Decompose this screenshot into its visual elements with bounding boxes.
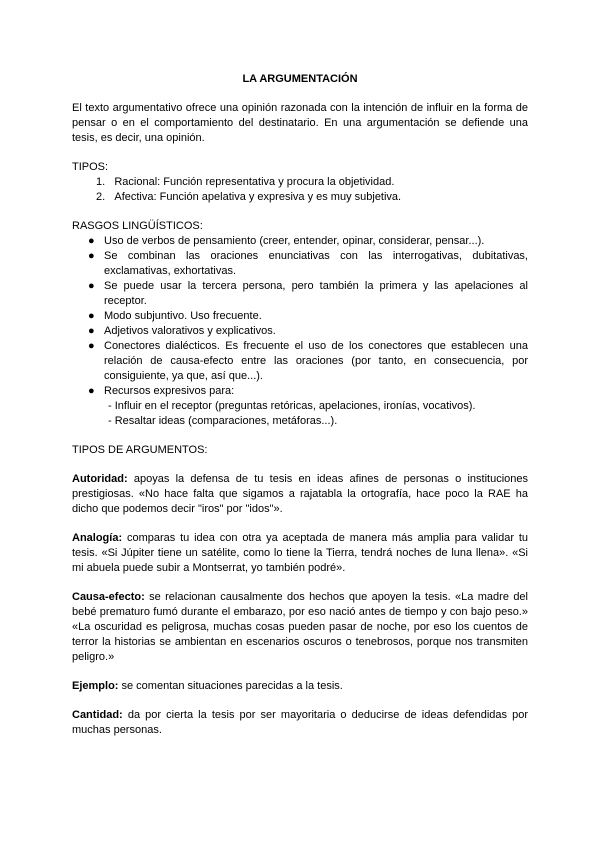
argumentos-heading: TIPOS DE ARGUMENTOS: (72, 444, 208, 456)
list-item: ● Uso de verbos de pensamiento (creer, entender, opinar, considerar, pensar...). (88, 235, 485, 247)
list-item: ● Modo subjuntivo. Uso frecuente. (88, 310, 262, 322)
argument-causa-efecto: Causa-efecto: se relacionan causalmente dos hechos que apoyen la tesis. «La madre del bebé prematuro fumó durante el embarazo, por eso nació antes de tiempo y con bajo peso.» «La oscuridad es peligrosa, muchas cosas pueden pasar de noche, por eso los cuentos de terror la historias se ambientan en escenarios oscuros o tenebrosos, porque nos transmiten peligro.» (72, 591, 528, 663)
list-item: ● Recursos expresivos para: - Influir en el receptor (preguntas retóricas, apelaciones, ironías, vocativos). - Resaltar ideas (comparaciones, metáforas...). (104, 384, 528, 429)
bullet-icon: ● (88, 340, 95, 352)
intro-paragraph: El texto argumentativo ofrece una opinión razonada con la intención de influir en la forma de pensar o en el comportamiento del destinatario. En una argumentación se defiende una tesis, es decir, una opinión. (72, 102, 528, 144)
list-item: ● Conectores dialécticos. Es frecuente el uso de los conectores que establecen una relación de causa-efecto entre las oraciones (por tanto, en consecuencia, por consiguiente, ya que, así que...). (88, 340, 528, 382)
list-item: 1. Racional: Función representativa y procura la objetividad. (96, 176, 395, 188)
page-title: LA ARGUMENTACIÓN (242, 73, 358, 85)
argument-label: Ejemplo: (72, 680, 119, 692)
argument-label: Analogía: (72, 532, 123, 544)
argument-autoridad: Autoridad: apoyas la defensa de tu tesis en ideas afines de personas o instituciones prestigiosas. «No hace falta que sigamos a rajatabla la ortografía, hace poco la RAE ha dicho que podemos decir "iros" por "idos"». (72, 473, 528, 515)
bullet-icon: ● (88, 280, 95, 292)
argument-cantidad: Cantidad: da por cierta la tesis por ser mayoritaria o deducirse de ideas defendidas por muchas personas. (72, 709, 528, 736)
list-item: 2. Afectiva: Función apelativa y expresiva y es muy subjetiva. (96, 191, 402, 203)
argument-label: Autoridad: (72, 473, 128, 485)
rasgos-heading: RASGOS LINGÜÍSTICOS: (72, 220, 203, 232)
sub-item: - Resaltar ideas (comparaciones, metáforas...). (108, 415, 338, 427)
argument-label: Causa-efecto: (72, 591, 145, 603)
list-item: ● Se combinan las oraciones enunciativas con las interrogativas, dubitativas, exclamativas, exhortativas. (88, 250, 528, 277)
argument-analogia: Analogía: comparas tu idea con otra ya aceptada de manera más amplia para validar tu tesis. «Si Júpiter tiene un satélite, como lo tiene la Tierra, tendrá noches de luna llena». «Si mi abuela puede subir a Montserrat, yo también podré». (72, 532, 528, 574)
list-item: ● Se puede usar la tercera persona, pero también la primera y las apelaciones al receptor. (88, 280, 528, 307)
list-item: ● Adjetivos valorativos y explicativos. (88, 325, 276, 337)
bullet-icon: ● (88, 385, 95, 397)
tipos-list (72, 175, 528, 205)
bullet-icon: ● (88, 235, 95, 247)
sub-item: - Influir en el receptor (preguntas retóricas, apelaciones, ironías, vocativos). (108, 400, 476, 412)
rasgos-list (72, 234, 528, 429)
tipos-heading: TIPOS: (72, 161, 109, 173)
bullet-icon: ● (88, 310, 95, 322)
argument-ejemplo: Ejemplo: se comentan situaciones parecidas a la tesis. (72, 680, 343, 692)
bullet-icon: ● (88, 250, 95, 262)
bullet-icon: ● (88, 325, 95, 337)
argument-label: Cantidad: (72, 709, 123, 721)
